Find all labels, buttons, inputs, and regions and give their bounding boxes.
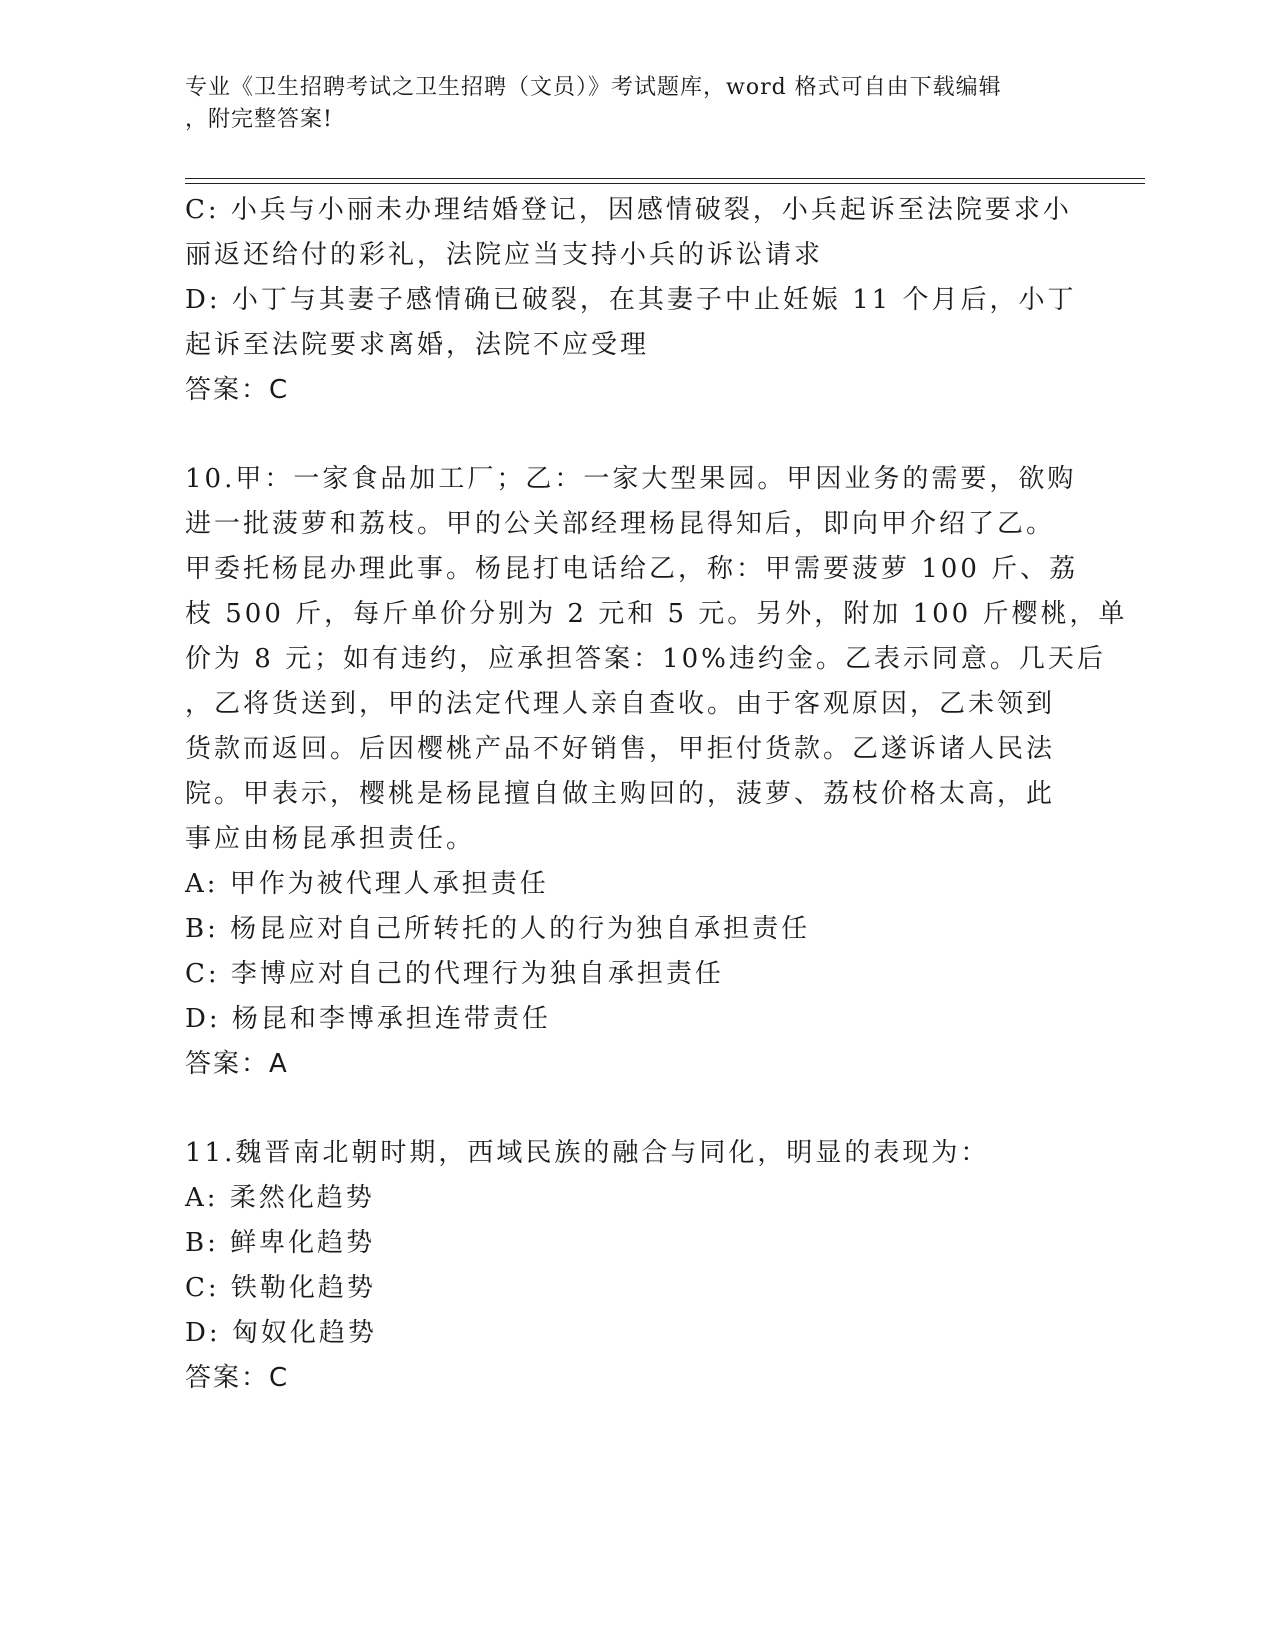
block-spacer — [185, 1087, 1085, 1131]
question-text-line: 枝 500 斤，每斤单价分别为 2 元和 5 元。另外，附加 100 斤樱桃，单 — [185, 599, 1128, 629]
question-text-line: 甲委托杨昆办理此事。杨昆打电话给乙，称：甲需要菠萝 100 斤、荔 — [185, 554, 1079, 584]
question-text-line: 价为 8 元；如有违约，应承担答案：10%违约金。乙表示同意。几天后 — [185, 644, 1106, 674]
answer-line: 答案：C — [185, 375, 290, 405]
option-c: C: 李博应对自己的代理行为独自承担责任 — [185, 959, 724, 989]
answer-line: 答案：A — [185, 1049, 289, 1079]
document-body — [185, 188, 1128, 1401]
question-block-10 — [185, 457, 1128, 1087]
header-divider-top — [185, 178, 1145, 179]
option-c: C: 铁勒化趋势 — [185, 1273, 376, 1303]
question-text-line: ，乙将货送到，甲的法定代理人亲自查收。由于客观原因，乙未领到 — [185, 689, 1056, 719]
option-b: B: 杨昆应对自己所转托的人的行为独自承担责任 — [185, 914, 811, 944]
option-d: D: 匈奴化趋势 — [185, 1318, 377, 1348]
answer-line: 答案：C — [185, 1363, 290, 1393]
question-text-line: 10.甲：一家食品加工厂；乙：一家大型果园。甲因业务的需要，欲购 — [185, 464, 1077, 494]
question-text-line: 11.魏晋南北朝时期，西域民族的融合与同化，明显的表现为： — [185, 1138, 990, 1168]
block-spacer — [185, 413, 1085, 457]
header-line-1: 专业《卫生招聘考试之卫生招聘（文员）》考试题库，word 格式可自由下载编辑 — [185, 75, 1002, 100]
option-d-line-2: 起诉至法院要求离婚，法院不应受理 — [185, 330, 650, 360]
question-text-line: 院。甲表示，樱桃是杨昆擅自做主购回的，菠萝、荔枝价格太高，此 — [185, 779, 1056, 809]
option-a: A: 甲作为被代理人承担责任 — [185, 869, 549, 899]
header-line-2: ，附完整答案! — [185, 107, 333, 132]
question-block-11 — [185, 1131, 1085, 1401]
question-block-9 — [185, 188, 1085, 413]
question-text-line: 进一批菠萝和荔枝。甲的公关部经理杨昆得知后，即向甲介绍了乙。 — [185, 509, 1056, 539]
question-text-line: 事应由杨昆承担责任。 — [185, 824, 476, 854]
option-b: B: 鲜卑化趋势 — [185, 1228, 376, 1258]
option-c-line-2: 丽返还给付的彩礼，法院应当支持小兵的诉讼请求 — [185, 240, 824, 270]
question-text-line: 货款而返回。后因樱桃产品不好销售，甲拒付货款。乙遂诉诸人民法 — [185, 734, 1056, 764]
document-header — [185, 72, 1085, 136]
option-c-line-1: C: 小兵与小丽未办理结婚登记，因感情破裂，小兵起诉至法院要求小 — [185, 195, 1072, 225]
option-d-line-1: D: 小丁与其妻子感情确已破裂，在其妻子中止妊娠 11 个月后，小丁 — [185, 285, 1077, 315]
option-d: D: 杨昆和李博承担连带责任 — [185, 1004, 551, 1034]
header-divider-bottom — [185, 183, 1145, 184]
option-a: A: 柔然化趋势 — [185, 1183, 375, 1213]
